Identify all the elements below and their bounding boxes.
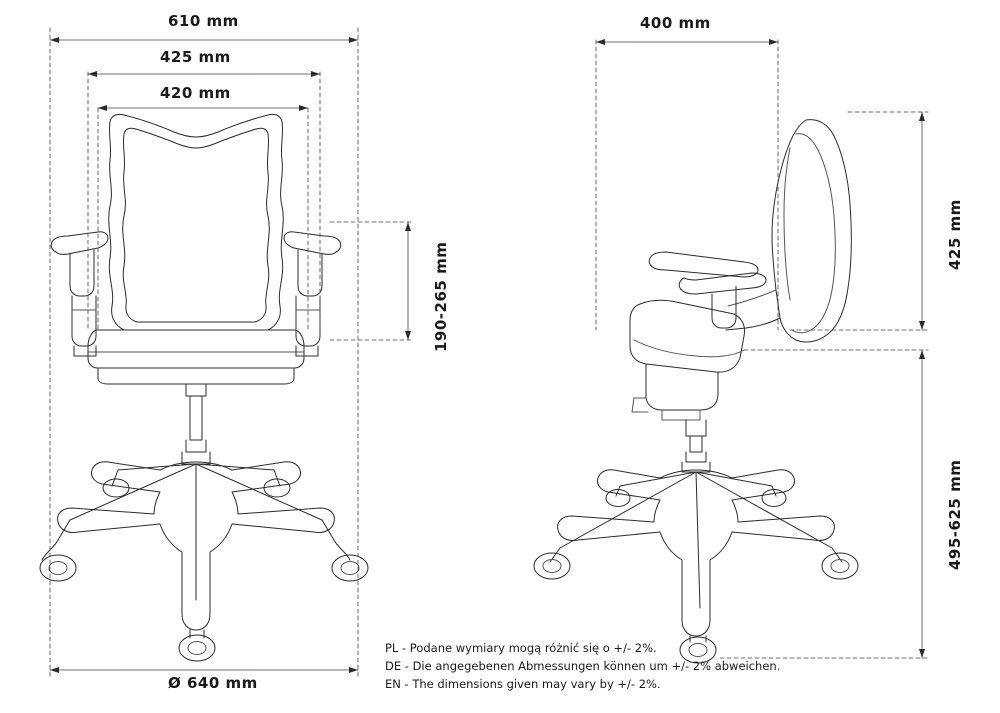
side-caster-right [822, 548, 858, 579]
dimension-lines-side [596, 39, 928, 658]
front-view-chair [40, 114, 368, 661]
tolerance-notes [385, 640, 780, 693]
caster-rear-right [264, 470, 290, 497]
side-view-chair [534, 120, 858, 663]
dim-label-overall-width: 610 mm [168, 12, 239, 30]
side-caster-rear-left [606, 486, 630, 507]
caster-rear-left [103, 470, 129, 497]
note-pl: PL - Podane wymiary mogą różnić się o +/- 2%. [385, 641, 657, 655]
caster-front-left [40, 520, 76, 581]
dim-label-seat-width: 425 mm [160, 48, 231, 66]
dim-label-base-diameter: Ø 640 mm [168, 674, 258, 692]
side-caster-left [534, 548, 570, 579]
dim-label-armrest-height: 190-265 mm [432, 241, 450, 352]
dim-label-backrest-height: 425 mm [946, 199, 964, 270]
caster-center [179, 630, 215, 661]
dim-label-seat-height: 495-625 mm [946, 459, 964, 570]
dim-label-backrest-width: 420 mm [160, 84, 231, 102]
dim-label-depth: 400 mm [640, 14, 711, 32]
side-caster-rear-right [762, 486, 786, 507]
note-de: DE - Die angegebenen Abmessungen können um +/- 2% abweichen. [385, 658, 781, 673]
note-en: EN - The dimensions given may vary by +/- 2%. [385, 676, 661, 691]
